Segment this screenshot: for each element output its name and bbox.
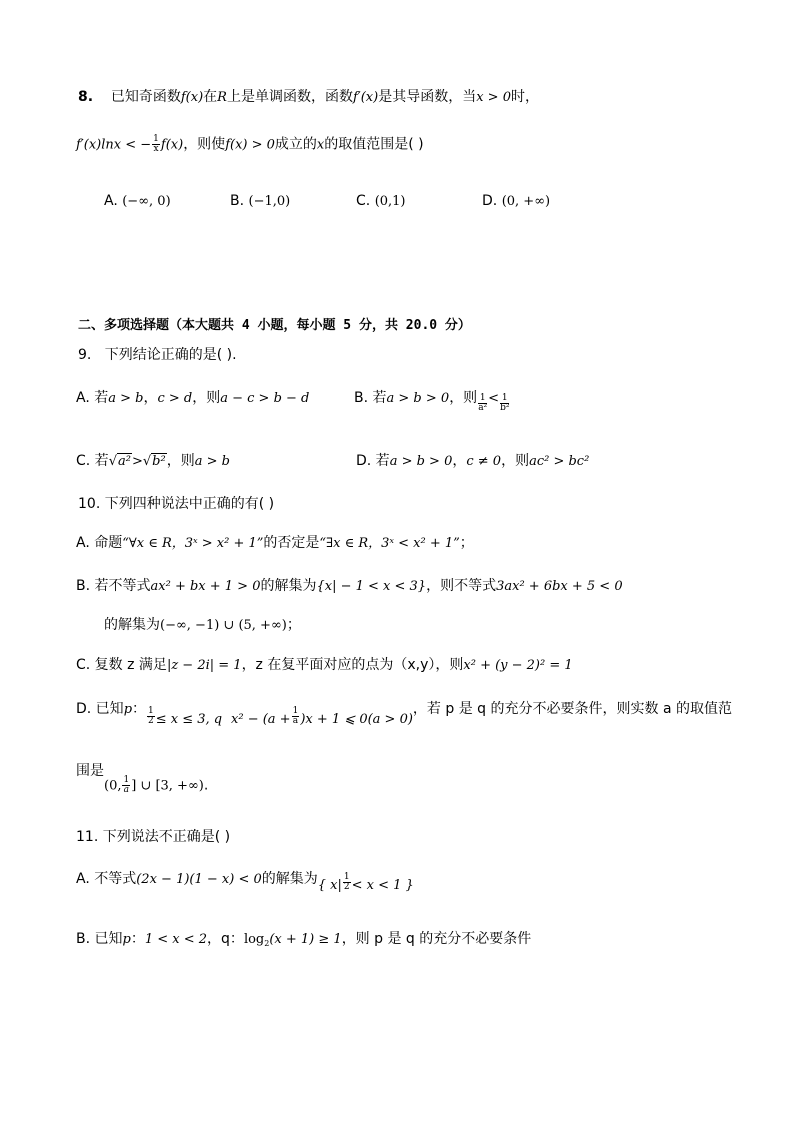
q10-option-c bbox=[76, 656, 573, 675]
frac-den: 2 bbox=[343, 882, 350, 892]
q10-option-b-cont bbox=[104, 616, 301, 635]
q8-text: 是其导函数，当 bbox=[378, 89, 477, 105]
math: x² + (y − 2)² = 1 bbox=[463, 658, 573, 673]
frac-num: 1 bbox=[479, 393, 486, 403]
frac-num: 1 bbox=[123, 775, 130, 785]
q10-stem: 10. 下列四种说法中正确的有( ) bbox=[78, 496, 275, 512]
q10-option-a bbox=[76, 534, 474, 553]
q9-option-d bbox=[356, 452, 589, 471]
fraction bbox=[147, 707, 155, 726]
option-label: D. 已知 bbox=[76, 701, 124, 717]
math: “∃x ∈ R，3ˣ < x² + 1” bbox=[319, 536, 460, 551]
math: {x| − 1 < x < 3} bbox=[316, 579, 427, 594]
option-label: B. 若不等式 bbox=[76, 578, 151, 594]
frac-den: a bbox=[123, 785, 130, 795]
fraction bbox=[122, 776, 130, 795]
q9-option-a bbox=[76, 389, 309, 408]
math: f(x) bbox=[180, 90, 204, 105]
option-label: C. 复数 z 满足 bbox=[76, 657, 167, 673]
math: “∀x ∈ R，3ˣ > x² + 1” bbox=[122, 536, 264, 551]
frac-num: 1 bbox=[148, 706, 154, 716]
text: ： bbox=[132, 701, 147, 717]
q10-option-d-cont bbox=[76, 762, 104, 780]
fraction bbox=[478, 394, 487, 413]
frac-num: 1 bbox=[343, 872, 350, 882]
math: 2 bbox=[264, 939, 270, 948]
text: ，则 p 是 q 的充分不必要条件 bbox=[341, 931, 532, 947]
text: ， bbox=[452, 453, 467, 469]
option-value: (−1,0) bbox=[248, 194, 291, 209]
math: (2x − 1)(1 − x) < 0 bbox=[136, 872, 262, 887]
q8-text: 在 bbox=[203, 89, 218, 105]
text: 的解集为 bbox=[260, 578, 317, 594]
text: ，则 bbox=[501, 453, 530, 469]
text: 围是 bbox=[76, 763, 104, 779]
math: < x < 1 } bbox=[351, 878, 414, 893]
math: ax² + bx + 1 > 0 bbox=[150, 579, 261, 594]
math: (−∞, −1) ∪ (5, +∞) bbox=[160, 618, 287, 633]
text: . bbox=[203, 777, 209, 794]
text: ，z 在复平面对应的点为（x,y），则 bbox=[241, 657, 464, 673]
frac-den: 2 bbox=[148, 716, 154, 726]
q9-text: 下列结论正确的是( ). bbox=[104, 347, 237, 363]
text: 的解集为 bbox=[104, 617, 160, 633]
option-label: C. 若 bbox=[76, 453, 109, 469]
q8-line1 bbox=[78, 88, 539, 107]
text: ，则 bbox=[192, 390, 221, 406]
option-label: C. bbox=[356, 193, 371, 209]
option-label: A. 命题 bbox=[76, 535, 123, 551]
math: f′(x)lnx < − bbox=[76, 137, 152, 153]
option-value: (0,1) bbox=[374, 194, 406, 209]
q8-option-c bbox=[356, 192, 406, 211]
q9-stem bbox=[78, 346, 237, 364]
math: a > b > 0 bbox=[386, 391, 450, 406]
q8-text: 时， bbox=[510, 89, 539, 105]
math: log bbox=[243, 932, 265, 947]
section-title: 二、多项选择题（本大题共 4 小题，每小题 5 分，共 20.0 分） bbox=[78, 318, 471, 333]
q8-line2 bbox=[76, 135, 424, 155]
q10-option-d bbox=[76, 700, 732, 729]
frac-den: x bbox=[153, 144, 159, 154]
option-value: (0, +∞) bbox=[501, 194, 551, 209]
option-label: B. 已知 bbox=[76, 931, 123, 947]
text: ，则 bbox=[449, 390, 478, 406]
math: b² bbox=[152, 454, 166, 469]
q8-number: 8. bbox=[78, 89, 94, 105]
frac-num: 1 bbox=[292, 706, 299, 716]
option-label: D. 若 bbox=[356, 453, 390, 469]
math: { x| bbox=[317, 878, 342, 893]
q8-text: ，则使 bbox=[183, 136, 226, 153]
q8-option-b bbox=[230, 192, 290, 211]
math: x > 0 bbox=[476, 90, 511, 105]
text: ，若 p 是 q 的充分不必要条件，则实数 a 的取值范 bbox=[412, 701, 732, 717]
math: 1 < x < 2 bbox=[144, 932, 208, 947]
math: )x + 1 ⩽ 0(a > 0) bbox=[300, 712, 413, 727]
math: ≤ x ≤ 3, q bbox=[155, 712, 223, 727]
text: ，则 bbox=[166, 453, 195, 469]
option-label: A. 不等式 bbox=[76, 871, 137, 887]
math: a − c > b − d bbox=[220, 391, 310, 406]
q11-option-a bbox=[76, 870, 414, 895]
fraction bbox=[292, 707, 300, 726]
math: a² bbox=[117, 454, 131, 469]
option-label: D. bbox=[482, 193, 498, 209]
q9-option-b bbox=[354, 389, 510, 413]
math: c ≠ 0 bbox=[466, 454, 502, 469]
q8-text: 的取值范围是( ) bbox=[324, 136, 424, 153]
text: 的解集为 bbox=[261, 871, 318, 887]
q8-option-d bbox=[482, 192, 550, 211]
frac-den: b² bbox=[500, 403, 510, 413]
q8-text: 成立的 bbox=[274, 136, 317, 153]
option-value: (−∞, 0) bbox=[122, 194, 171, 209]
q10-option-d-range bbox=[104, 776, 208, 796]
q10-option-b bbox=[76, 577, 623, 596]
option-label: B. 若 bbox=[354, 390, 387, 406]
math: R bbox=[217, 90, 227, 105]
fraction bbox=[500, 394, 509, 413]
math: f(x) > 0 bbox=[225, 137, 275, 153]
q8-text: 上是单调函数，函数 bbox=[226, 89, 353, 105]
math: x bbox=[316, 137, 325, 153]
math: a > b bbox=[108, 391, 144, 406]
math: a > b bbox=[194, 454, 230, 469]
text: 的否定是 bbox=[263, 535, 320, 551]
math: a > b > 0 bbox=[389, 454, 453, 469]
text: ，q： bbox=[207, 931, 244, 947]
frac-den: a bbox=[292, 716, 299, 726]
math: f(x) bbox=[160, 137, 184, 153]
math: ac² > bc² bbox=[529, 454, 590, 469]
q9-number: 9. bbox=[78, 347, 92, 363]
math: x² − (a + bbox=[231, 712, 291, 727]
fraction bbox=[343, 873, 351, 892]
text: ： bbox=[130, 931, 145, 947]
frac-num: 1 bbox=[153, 134, 159, 144]
option-label: A. bbox=[104, 193, 118, 209]
option-label: A. 若 bbox=[76, 390, 109, 406]
math: c > d bbox=[157, 391, 193, 406]
fraction bbox=[152, 135, 160, 154]
frac-den: a² bbox=[478, 403, 488, 413]
q8-option-a bbox=[104, 192, 171, 211]
math: p bbox=[123, 702, 133, 717]
q9-option-c: C. 若√a²>√b²，则a > b bbox=[76, 453, 230, 469]
text: ； bbox=[459, 535, 474, 551]
math: f′(x) bbox=[352, 90, 379, 105]
math: ] ∪ [3, +∞) bbox=[131, 778, 204, 794]
math: (x + 1) ≥ 1 bbox=[269, 932, 342, 947]
math: > bbox=[131, 454, 143, 469]
math: 3ax² + 6bx + 5 < 0 bbox=[496, 579, 623, 594]
text: ，则不等式 bbox=[426, 578, 497, 594]
frac-num: 1 bbox=[501, 393, 508, 403]
q8-text: 已知奇函数 bbox=[110, 89, 181, 105]
text: ； bbox=[286, 617, 301, 633]
text: ， bbox=[143, 390, 158, 406]
math: p bbox=[122, 932, 131, 947]
q11-option-b bbox=[76, 930, 531, 953]
math: |z − 2i| = 1 bbox=[166, 658, 242, 673]
q11-stem: 11. 下列说法不正确是( ) bbox=[76, 829, 231, 845]
math: (0, bbox=[104, 778, 122, 794]
option-label: B. bbox=[230, 193, 245, 209]
math: < bbox=[488, 391, 500, 406]
